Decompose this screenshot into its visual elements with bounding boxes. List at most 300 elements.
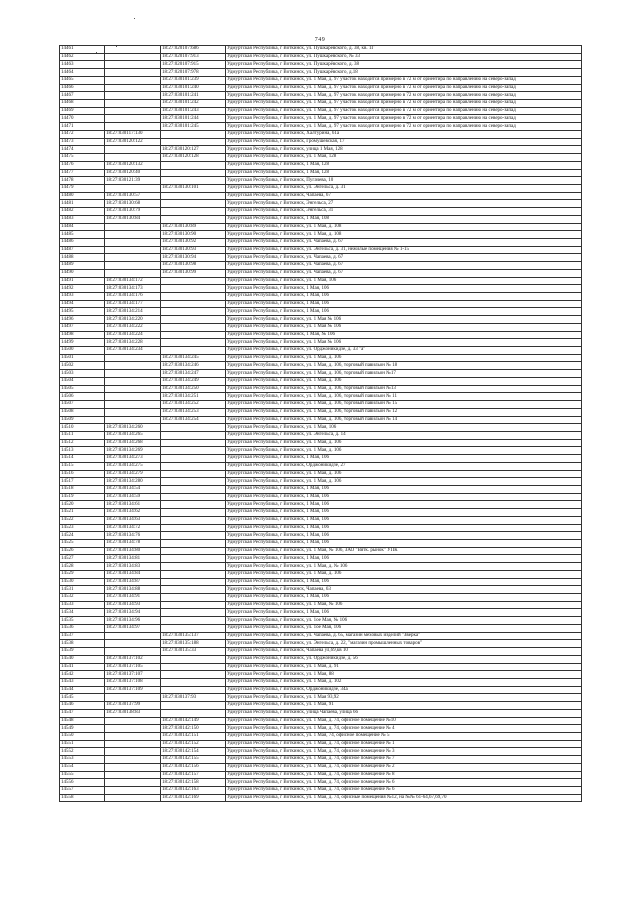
building-cadastral-number-cell: 18:27:030130:101 bbox=[161, 184, 226, 192]
land-cadastral-number-cell: 18:27:030134:273 bbox=[105, 455, 161, 463]
land-cadastral-number-cell bbox=[105, 154, 161, 162]
row-number-cell: 14527 bbox=[60, 555, 105, 563]
building-cadastral-number-cell: 18:27:030137:93 bbox=[161, 694, 226, 702]
row-number-cell: 14517 bbox=[60, 478, 105, 486]
row-number-cell: 14545 bbox=[60, 694, 105, 702]
row-number-cell: 14490 bbox=[60, 269, 105, 277]
table-row bbox=[60, 146, 582, 154]
land-cadastral-number-cell bbox=[105, 269, 161, 277]
building-cadastral-number-cell bbox=[161, 485, 226, 493]
table-row bbox=[60, 223, 582, 231]
table-row bbox=[60, 215, 582, 223]
row-number-cell: 14503 bbox=[60, 370, 105, 378]
table-row bbox=[60, 594, 582, 602]
row-number-cell: 14497 bbox=[60, 323, 105, 331]
building-cadastral-number-cell bbox=[161, 424, 226, 432]
table-row bbox=[60, 640, 582, 648]
table-row bbox=[60, 702, 582, 710]
table-row bbox=[60, 347, 582, 355]
land-cadastral-number-cell: 18:27:030130:68 bbox=[105, 200, 161, 208]
address-cell: Удмуртская Республика, г Воткинск, 1 Мая, 106 bbox=[226, 524, 582, 532]
row-number-cell: 14549 bbox=[60, 725, 105, 733]
building-cadastral-number-cell: 18:27:030101:243 bbox=[161, 107, 226, 115]
address-cell: Удмуртская Республика, г Воткинск, ул. 1 Мая, д. 106, торговый павильон № 12 bbox=[226, 408, 582, 416]
address-cell: Удмуртская Республика, г Воткинск, ул. 1 Мая, д. 97 участок находится примерно в 72 м от ориентира по направлению на северо-запад bbox=[226, 107, 582, 115]
land-cadastral-number-cell bbox=[105, 46, 161, 54]
building-cadastral-number-cell: 18:27:030134:245 bbox=[161, 354, 226, 362]
table-row bbox=[60, 184, 582, 192]
table-row bbox=[60, 323, 582, 331]
row-number-cell: 14532 bbox=[60, 594, 105, 602]
land-cadastral-number-cell: 18:27:030134:275 bbox=[105, 462, 161, 470]
land-cadastral-number-cell: 18:27:030137:102 bbox=[105, 655, 161, 663]
row-number-cell: 14477 bbox=[60, 169, 105, 177]
address-cell: Удмуртская Республика, г Воткинск, 1 Мая, 106 bbox=[226, 293, 582, 301]
row-number-cell: 14480 bbox=[60, 192, 105, 200]
land-cadastral-number-cell bbox=[105, 107, 161, 115]
building-cadastral-number-cell bbox=[161, 493, 226, 501]
land-cadastral-number-cell bbox=[105, 648, 161, 656]
building-cadastral-number-cell: 18:27:020107:686 bbox=[161, 46, 226, 54]
row-number-cell: 14509 bbox=[60, 416, 105, 424]
land-cadastral-number-cell bbox=[105, 223, 161, 231]
building-cadastral-number-cell: 18:27:030142:158 bbox=[161, 779, 226, 787]
land-cadastral-number-cell bbox=[105, 238, 161, 246]
building-cadastral-number-cell: 18:27:030135:188 bbox=[161, 640, 226, 648]
table-row bbox=[60, 339, 582, 347]
address-cell: Удмуртская Республика, г Воткинск, ул. Энгельса, д. 31, нежилые помещения № 1-15 bbox=[226, 246, 582, 254]
table-row bbox=[60, 516, 582, 524]
land-cadastral-number-cell: 18:27:030120:40 bbox=[105, 169, 161, 177]
address-cell: Удмуртская Республика, г Воткинск, ул. 1 Мая, д. 106, торговый павильон №13 bbox=[226, 385, 582, 393]
address-cell: Удмуртская Республика, г Воткинск, Чапаева ул,69,кв 10 bbox=[226, 648, 582, 656]
building-cadastral-number-cell: 18:27:030134:254 bbox=[161, 416, 226, 424]
table-row bbox=[60, 787, 582, 795]
land-cadastral-number-cell bbox=[105, 61, 161, 69]
building-cadastral-number-cell bbox=[161, 439, 226, 447]
table-row bbox=[60, 725, 582, 733]
building-cadastral-number-cell bbox=[161, 470, 226, 478]
land-cadastral-number-cell: 18:27:030134:268 bbox=[105, 439, 161, 447]
building-cadastral-number-cell bbox=[161, 671, 226, 679]
row-number-cell: 14483 bbox=[60, 215, 105, 223]
address-cell: Удмуртская Республика, г Воткинск, 1 Мая, 106 bbox=[226, 578, 582, 586]
building-cadastral-number-cell: 18:27:030130:92 bbox=[161, 238, 226, 246]
address-cell: Удмуртская Республика, г Воткинск, 1 Мая, 106 bbox=[226, 516, 582, 524]
address-cell: Удмуртская Республика, г Воткинск, улица 1 Мая, 128 bbox=[226, 146, 582, 154]
table-row bbox=[60, 354, 582, 362]
table-row bbox=[60, 462, 582, 470]
address-cell: Удмуртская Республика, г Воткинск, ул. 1ое Мая, № 106 bbox=[226, 617, 582, 625]
address-cell: Удмуртская Республика, г Воткинск, 1 Мая, № 106 bbox=[226, 331, 582, 339]
building-cadastral-number-cell bbox=[161, 347, 226, 355]
address-cell: Удмуртская Республика, г Воткинск, ул. 1 Мая, 91 bbox=[226, 702, 582, 710]
address-cell: Удмуртская Республика, г Воткинск, ул. 1 Мая, д. 106 bbox=[226, 439, 582, 447]
land-cadastral-number-cell: 18:27:030134:214 bbox=[105, 308, 161, 316]
land-cadastral-number-cell: 18:27:030134:80 bbox=[105, 547, 161, 555]
building-cadastral-number-cell bbox=[161, 501, 226, 509]
building-cadastral-number-cell: 18:27:030134:253 bbox=[161, 408, 226, 416]
land-cadastral-number-cell: 18:27:030134:87 bbox=[105, 578, 161, 586]
address-cell: Удмуртская Республика, г Воткинск, улица Чапаева, улица 66 bbox=[226, 709, 582, 717]
table-row bbox=[60, 84, 582, 92]
table-row bbox=[60, 92, 582, 100]
row-number-cell: 14495 bbox=[60, 308, 105, 316]
table-row bbox=[60, 269, 582, 277]
land-cadastral-number-cell bbox=[105, 401, 161, 409]
building-cadastral-number-cell: 18:27:030120:127 bbox=[161, 146, 226, 154]
row-number-cell: 14505 bbox=[60, 385, 105, 393]
building-cadastral-number-cell: 18:27:020107:913 bbox=[161, 53, 226, 61]
building-cadastral-number-cell: 18:27:030142:155 bbox=[161, 756, 226, 764]
land-cadastral-number-cell: 18:27:030134:234 bbox=[105, 347, 161, 355]
building-cadastral-number-cell: 18:27:030120:128 bbox=[161, 154, 226, 162]
table-row bbox=[60, 231, 582, 239]
row-number-cell: 14471 bbox=[60, 123, 105, 131]
address-cell: Удмуртская Республика, г Воткинск, ул. 1 Мая, д. 106, торговый павильон № 14 bbox=[226, 416, 582, 424]
land-cadastral-number-cell: 18:27:030134:173 bbox=[105, 285, 161, 293]
address-cell: Удмуртская Республика, г Воткинск, ул. Энгельса, д. 31 bbox=[226, 184, 582, 192]
row-number-cell: 14542 bbox=[60, 671, 105, 679]
building-cadastral-number-cell bbox=[161, 509, 226, 517]
address-cell: Удмуртская Республика, г Воткинск, ул. 1 Мая, 128 bbox=[226, 154, 582, 162]
building-cadastral-number-cell bbox=[161, 138, 226, 146]
land-cadastral-number-cell: 18:27:030134:91 bbox=[105, 594, 161, 602]
building-cadastral-number-cell bbox=[161, 601, 226, 609]
row-number-cell: 14470 bbox=[60, 115, 105, 123]
address-cell: Удмуртская Республика, г Воткинск, ул. Пушкарёвского, № 33 bbox=[226, 53, 582, 61]
land-cadastral-number-cell: 18:27:030134:62 bbox=[105, 509, 161, 517]
row-number-cell: 14518 bbox=[60, 485, 105, 493]
building-cadastral-number-cell: 18:27:030130:98 bbox=[161, 262, 226, 270]
address-cell: Удмуртская Республика, г Воткинск, ул. 1 Мая, д. 106 bbox=[226, 354, 582, 362]
table-row bbox=[60, 717, 582, 725]
table-row bbox=[60, 655, 582, 663]
address-cell: Удмуртская Республика, г Воткинск, ул. 1 Мая, д. 97 участок находится примерно в 72 м от ориентира по направлению на северо-запад bbox=[226, 115, 582, 123]
address-cell: Удмуртская Республика, г Воткинск, 1 Мая, 106 bbox=[226, 594, 582, 602]
row-number-cell: 14508 bbox=[60, 408, 105, 416]
table-row bbox=[60, 238, 582, 246]
row-number-cell: 14515 bbox=[60, 462, 105, 470]
table-row bbox=[60, 678, 582, 686]
address-cell: Удмуртская Республика, г Воткинск, Халтурина, 61а bbox=[226, 130, 582, 138]
row-number-cell: 14462 bbox=[60, 53, 105, 61]
building-cadastral-number-cell bbox=[161, 277, 226, 285]
address-cell: Удмуртская Республика, г Воткинск, ул. 1 Мая, д. 74, офисное помещение № 2 bbox=[226, 763, 582, 771]
row-number-cell: 14519 bbox=[60, 493, 105, 501]
building-cadastral-number-cell bbox=[161, 323, 226, 331]
land-cadastral-number-cell: 18:27:030120:132 bbox=[105, 161, 161, 169]
land-cadastral-number-cell bbox=[105, 393, 161, 401]
table-row bbox=[60, 540, 582, 548]
row-number-cell: 14486 bbox=[60, 238, 105, 246]
address-cell: Удмуртская Республика, г Воткинск, ул. 1 Мая, д. 106 bbox=[226, 377, 582, 385]
table-row bbox=[60, 732, 582, 740]
land-cadastral-number-cell: 18:27:030134:224 bbox=[105, 331, 161, 339]
address-cell: Удмуртская Республика, г Воткинск, ул. 1 Мая, д. 97 участок находится примерно в 72 м от ориентира по направлению на северо-запад bbox=[226, 100, 582, 108]
row-number-cell: 14514 bbox=[60, 455, 105, 463]
address-cell: Удмуртская Республика, г Воткинск, ул. Чапаева, д. 67 bbox=[226, 254, 582, 262]
address-cell: Удмуртская Республика, г Воткинск, ул. Пушкарёвского, д.18 bbox=[226, 69, 582, 77]
address-cell: Удмуртская Республика, г Воткинск, ул. Пушкарёвского, д. 38, кв. 1Г bbox=[226, 46, 582, 54]
land-cadastral-number-cell bbox=[105, 354, 161, 362]
building-cadastral-number-cell bbox=[161, 339, 226, 347]
row-number-cell: 14476 bbox=[60, 161, 105, 169]
table-row bbox=[60, 663, 582, 671]
land-cadastral-number-cell: 18:27:030134:88 bbox=[105, 586, 161, 594]
table-row bbox=[60, 447, 582, 455]
land-cadastral-number-cell bbox=[105, 370, 161, 378]
row-number-cell: 14494 bbox=[60, 300, 105, 308]
building-cadastral-number-cell: 18:27:030134:252 bbox=[161, 401, 226, 409]
address-cell: Удмуртская Республика, г Воткинск, ул. Чапаева, д. 67 bbox=[226, 238, 582, 246]
row-number-cell: 14548 bbox=[60, 717, 105, 725]
row-number-cell: 14467 bbox=[60, 92, 105, 100]
table-row bbox=[60, 501, 582, 509]
table-row bbox=[60, 648, 582, 656]
row-number-cell: 14530 bbox=[60, 578, 105, 586]
land-cadastral-number-cell: 18:27:030134:269 bbox=[105, 447, 161, 455]
page-number: 749 bbox=[314, 37, 326, 43]
table-row bbox=[60, 439, 582, 447]
table-row bbox=[60, 115, 582, 123]
address-cell: Удмуртская Республика, г Воткинск, ул. 1 Мая, д. 97 участок находится примерно в 72 м от ориентира по направлению на северо-запад bbox=[226, 123, 582, 131]
land-cadastral-number-cell: 18:27:030137:99 bbox=[105, 702, 161, 710]
table-row bbox=[60, 408, 582, 416]
row-number-cell: 14556 bbox=[60, 779, 105, 787]
table-row bbox=[60, 331, 582, 339]
building-cadastral-number-cell bbox=[161, 578, 226, 586]
land-cadastral-number-cell: 18:27:030134:84 bbox=[105, 570, 161, 578]
address-cell: Удмуртская Республика, г Воткинск, ул. 1 Мая, д. 97 участок находится примерно в 72 м от ориентира по направлению на северо-запад bbox=[226, 76, 582, 84]
table-row bbox=[60, 794, 582, 802]
row-number-cell: 14550 bbox=[60, 732, 105, 740]
row-number-cell: 14489 bbox=[60, 262, 105, 270]
row-number-cell: 14529 bbox=[60, 570, 105, 578]
table-row bbox=[60, 177, 582, 185]
row-number-cell: 14491 bbox=[60, 277, 105, 285]
building-cadastral-number-cell bbox=[161, 161, 226, 169]
row-number-cell: 14526 bbox=[60, 547, 105, 555]
row-number-cell: 14461 bbox=[60, 46, 105, 54]
row-number-cell: 14516 bbox=[60, 470, 105, 478]
building-cadastral-number-cell: 18:27:030130:90 bbox=[161, 231, 226, 239]
table-row bbox=[60, 694, 582, 702]
address-cell: Удмуртская Республика, г Воткинск, ул. 1 Мая, д. 74, офисное помещение № 3 bbox=[226, 748, 582, 756]
land-cadastral-number-cell bbox=[105, 694, 161, 702]
row-number-cell: 14488 bbox=[60, 254, 105, 262]
table-row bbox=[60, 385, 582, 393]
building-cadastral-number-cell bbox=[161, 617, 226, 625]
row-number-cell: 14521 bbox=[60, 509, 105, 517]
land-cadastral-number-cell bbox=[105, 184, 161, 192]
address-cell: Удмуртская Республика, г Воткинск, ул. Энгельса, д. 14 bbox=[226, 431, 582, 439]
building-cadastral-number-cell: 18:27:030101:241 bbox=[161, 92, 226, 100]
land-cadastral-number-cell bbox=[105, 748, 161, 756]
land-cadastral-number-cell bbox=[105, 787, 161, 795]
land-cadastral-number-cell bbox=[105, 377, 161, 385]
table-row bbox=[60, 377, 582, 385]
table-row bbox=[60, 401, 582, 409]
table-row bbox=[60, 570, 582, 578]
table-row bbox=[60, 316, 582, 324]
land-cadastral-number-cell bbox=[105, 123, 161, 131]
land-cadastral-number-cell bbox=[105, 779, 161, 787]
row-number-cell: 14539 bbox=[60, 648, 105, 656]
land-cadastral-number-cell bbox=[105, 416, 161, 424]
table-row bbox=[60, 200, 582, 208]
land-cadastral-number-cell: 18:27:030134:260 bbox=[105, 424, 161, 432]
building-cadastral-number-cell bbox=[161, 686, 226, 694]
building-cadastral-number-cell: 18:27:030130:94 bbox=[161, 254, 226, 262]
row-number-cell: 14481 bbox=[60, 200, 105, 208]
land-cadastral-number-cell: 18:27:030134:63 bbox=[105, 516, 161, 524]
row-number-cell: 14482 bbox=[60, 208, 105, 216]
building-cadastral-number-cell: 18:27:030101:239 bbox=[161, 76, 226, 84]
land-cadastral-number-cell bbox=[105, 725, 161, 733]
building-cadastral-number-cell bbox=[161, 702, 226, 710]
address-cell: Удмуртская Республика, г Воткинск, ул. 1 Мая, д. 106 bbox=[226, 447, 582, 455]
table-row bbox=[60, 285, 582, 293]
address-cell: Удмуртская Республика, г Воткинск, 1 Мая, 106 bbox=[226, 285, 582, 293]
row-number-cell: 14463 bbox=[60, 61, 105, 69]
land-cadastral-number-cell bbox=[105, 632, 161, 640]
land-cadastral-number-cell: 18:27:030137:109 bbox=[105, 686, 161, 694]
table-row bbox=[60, 192, 582, 200]
scan-speck bbox=[134, 18, 135, 19]
land-cadastral-number-cell bbox=[105, 717, 161, 725]
building-cadastral-number-cell: 18:27:030101:244 bbox=[161, 115, 226, 123]
land-cadastral-number-cell bbox=[105, 84, 161, 92]
address-cell: Удмуртская Республика, г Воткинск, 1 Мая, 128 bbox=[226, 161, 582, 169]
land-cadastral-number-cell: 18:27:030134:94 bbox=[105, 609, 161, 617]
land-cadastral-number-cell bbox=[105, 771, 161, 779]
address-cell: Удмуртская Республика, г Воткинск, ул. 1 Мая, д. 106 bbox=[226, 570, 582, 578]
building-cadastral-number-cell bbox=[161, 624, 226, 632]
building-cadastral-number-cell bbox=[161, 663, 226, 671]
table-row bbox=[60, 46, 582, 54]
land-cadastral-number-cell: 18:27:030134:222 bbox=[105, 323, 161, 331]
land-cadastral-number-cell bbox=[105, 763, 161, 771]
table-row bbox=[60, 130, 582, 138]
address-cell: Удмуртская Республика, г Воткинск, ул. 1 Мая, д. 74, офисное помещение №10 bbox=[226, 717, 582, 725]
row-number-cell: 14557 bbox=[60, 787, 105, 795]
land-cadastral-number-cell bbox=[105, 408, 161, 416]
building-cadastral-number-cell: 18:27:030142:152 bbox=[161, 740, 226, 748]
building-cadastral-number-cell bbox=[161, 586, 226, 594]
address-cell: Удмуртская Республика, г Воткинск, 1 Мая, 108 bbox=[226, 215, 582, 223]
building-cadastral-number-cell bbox=[161, 169, 226, 177]
row-number-cell: 14496 bbox=[60, 316, 105, 324]
row-number-cell: 14546 bbox=[60, 702, 105, 710]
land-cadastral-number-cell bbox=[105, 262, 161, 270]
row-number-cell: 14512 bbox=[60, 439, 105, 447]
address-cell: Удмуртская Республика, г Воткинск, 1 Мая, 106 bbox=[226, 308, 582, 316]
row-number-cell: 14510 bbox=[60, 424, 105, 432]
land-cadastral-number-cell: 18:27:030134:228 bbox=[105, 339, 161, 347]
building-cadastral-number-cell bbox=[161, 215, 226, 223]
building-cadastral-number-cell: 18:27:030135:33 bbox=[161, 648, 226, 656]
row-number-cell: 14475 bbox=[60, 154, 105, 162]
building-cadastral-number-cell: 18:27:030130:93 bbox=[161, 246, 226, 254]
address-cell: Удмуртская Республика, г Воткинск, ул. 1 Мая, д. 106, торговый павильон № 15 bbox=[226, 401, 582, 409]
land-cadastral-number-cell: 18:27:030130:57 bbox=[105, 192, 161, 200]
land-cadastral-number-cell bbox=[105, 53, 161, 61]
address-cell: Удмуртская Республика, г Воткинск, ул. 1 Мая, д. 97 участок находится примерно в 72 м от ориентира по направлению на северо-запад bbox=[226, 84, 582, 92]
building-cadastral-number-cell: 18:27:030142:151 bbox=[161, 732, 226, 740]
building-cadastral-number-cell bbox=[161, 540, 226, 548]
row-number-cell: 14498 bbox=[60, 331, 105, 339]
building-cadastral-number-cell bbox=[161, 431, 226, 439]
table-row bbox=[60, 632, 582, 640]
row-number-cell: 14493 bbox=[60, 293, 105, 301]
building-cadastral-number-cell: 18:27:030134:246 bbox=[161, 362, 226, 370]
row-number-cell: 14469 bbox=[60, 107, 105, 115]
address-cell: Удмуртская Республика, г Воткинск, 1 Мая, 106 bbox=[226, 609, 582, 617]
row-number-cell: 14474 bbox=[60, 146, 105, 154]
registry-table-body bbox=[60, 46, 582, 802]
table-row bbox=[60, 609, 582, 617]
row-number-cell: 14547 bbox=[60, 709, 105, 717]
table-row bbox=[60, 617, 582, 625]
building-cadastral-number-cell: 18:27:030135:137 bbox=[161, 632, 226, 640]
address-cell: Удмуртская Республика, г Воткинск, ул. Чапаева, д. 67 bbox=[226, 269, 582, 277]
land-cadastral-number-cell: 18:27:030134:96 bbox=[105, 617, 161, 625]
building-cadastral-number-cell: 18:27:030142:149 bbox=[161, 717, 226, 725]
land-cadastral-number-cell bbox=[105, 385, 161, 393]
address-cell: Удмуртская Республика, г Воткинск, Энгельса, 27 bbox=[226, 200, 582, 208]
row-number-cell: 14484 bbox=[60, 223, 105, 231]
land-cadastral-number-cell bbox=[105, 231, 161, 239]
land-cadastral-number-cell: 18:27:030138:83 bbox=[105, 709, 161, 717]
building-cadastral-number-cell bbox=[161, 308, 226, 316]
table-row bbox=[60, 69, 582, 77]
table-row bbox=[60, 509, 582, 517]
land-cadastral-number-cell: 18:27:030130:84 bbox=[105, 215, 161, 223]
address-cell: Удмуртская Республика, г Воткинск, ул. 1 Мая, д. 74, офисное помещение № 6 bbox=[226, 779, 582, 787]
land-cadastral-number-cell: 18:27:030130:79 bbox=[105, 208, 161, 216]
address-cell: Удмуртская Республика, г Воткинск, ул. 1 Мая, д. 106 bbox=[226, 470, 582, 478]
land-cadastral-number-cell: 18:27:030134:279 bbox=[105, 470, 161, 478]
address-cell: Удмуртская Республика, г Воткинск, 1 Мая, 106 bbox=[226, 485, 582, 493]
building-cadastral-number-cell bbox=[161, 709, 226, 717]
building-cadastral-number-cell: 18:27:030130:89 bbox=[161, 223, 226, 231]
table-row bbox=[60, 362, 582, 370]
building-cadastral-number-cell bbox=[161, 455, 226, 463]
building-cadastral-number-cell bbox=[161, 331, 226, 339]
building-cadastral-number-cell bbox=[161, 447, 226, 455]
table-row bbox=[60, 586, 582, 594]
table-row bbox=[60, 393, 582, 401]
row-number-cell: 14501 bbox=[60, 354, 105, 362]
land-cadastral-number-cell: 18:27:030137:107 bbox=[105, 671, 161, 679]
building-cadastral-number-cell: 18:27:030101:242 bbox=[161, 100, 226, 108]
row-number-cell: 14520 bbox=[60, 501, 105, 509]
row-number-cell: 14478 bbox=[60, 177, 105, 185]
building-cadastral-number-cell bbox=[161, 130, 226, 138]
address-cell: Удмуртская Республика, г Воткинск, ул. 1 Мая, д. 102 bbox=[226, 678, 582, 686]
land-cadastral-number-cell: 18:27:030134:78 bbox=[105, 540, 161, 548]
building-cadastral-number-cell bbox=[161, 609, 226, 617]
building-cadastral-number-cell bbox=[161, 547, 226, 555]
row-number-cell: 14552 bbox=[60, 748, 105, 756]
row-number-cell: 14523 bbox=[60, 524, 105, 532]
address-cell: Удмуртская Республика, г Воткинск, ул. Чапаева, д. 67 bbox=[226, 262, 582, 270]
address-cell: Удмуртская Республика, г Воткинск, ул. 1 Мая, д. № 106 bbox=[226, 563, 582, 571]
table-row bbox=[60, 563, 582, 571]
table-row bbox=[60, 169, 582, 177]
table-row bbox=[60, 53, 582, 61]
